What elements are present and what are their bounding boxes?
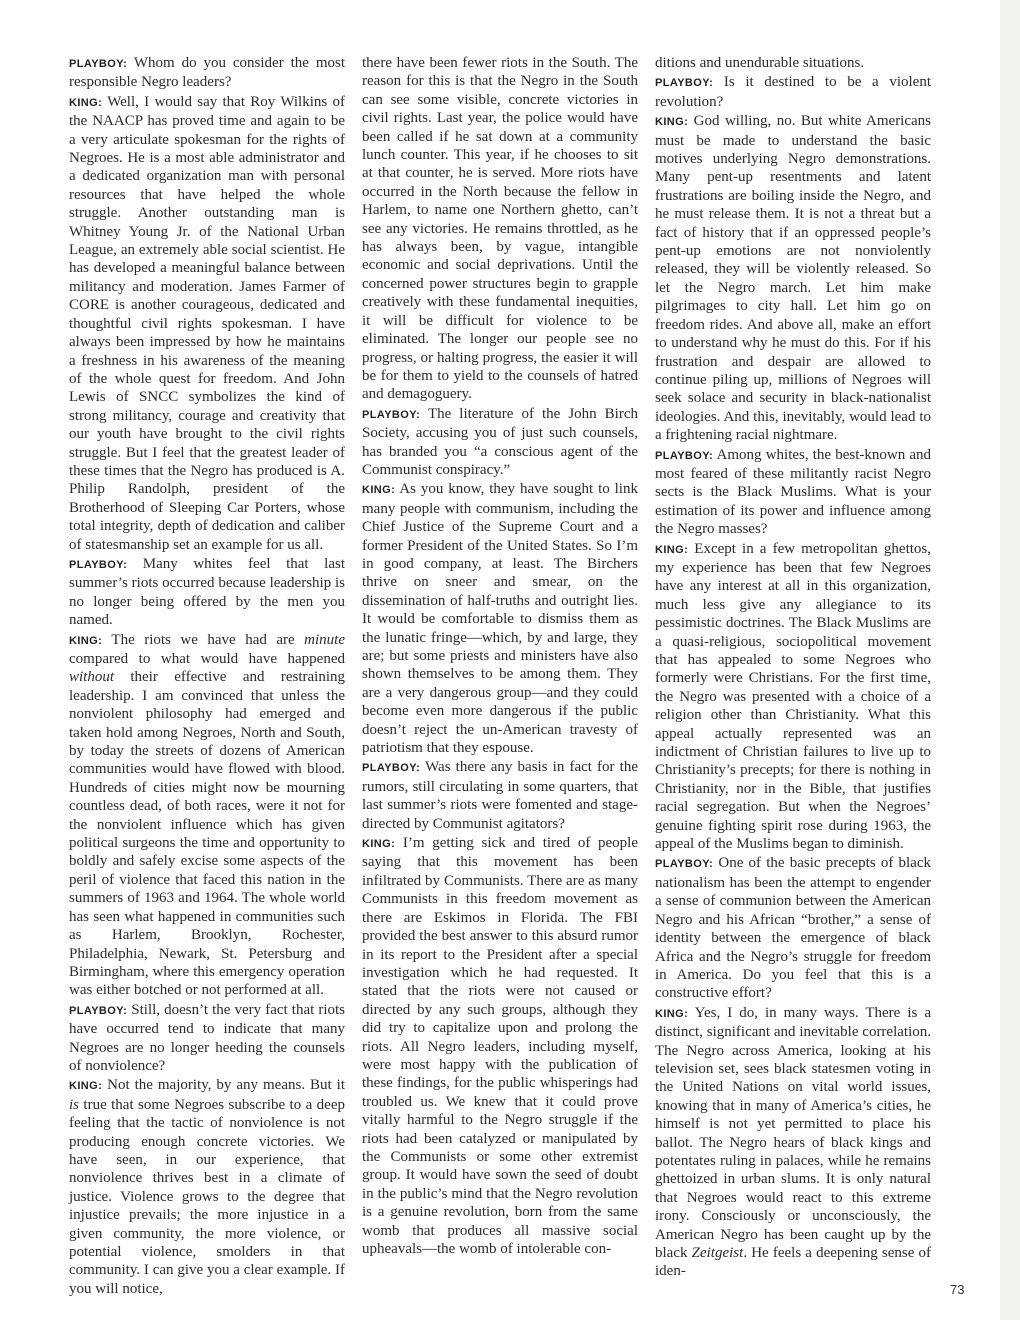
text-column-3 <box>655 54 931 1282</box>
paragraph-text: One of the basic precepts of black nationalism has been the attempt to engender a sense of communion between the American Negro and his African “brother,” a sense of identity between the emergence of black Africa and the Negro’s struggle for freedom in America. Do you feel that this is a constructive effort? <box>655 855 931 1002</box>
paragraph-text: ditions and unendurable situations. <box>655 55 865 71</box>
interview-paragraph <box>69 1001 345 1076</box>
speaker-label: KING: <box>655 543 689 556</box>
paragraph-text: there have been fewer riots in the South. The reason for this is that the Negro in the South can see some visible, concrete victories in civil rights. Last year, the police would have been called if he sat down at a community lunch counter. This year, if he chooses to sit at that counter, he is served. More riots have occurred in the North because the fellow in Harlem, to name one Northern ghetto, can’t see any victories. He remains throttled, as he has always been, by vague, intangible economic and social deprivations. Until the concerned power structures begin to grapple creatively with these fundamental inequities, it will be difficult for violence to be eliminated. The longer our people see no progress, or halting progress, the easier it will be for them to yield to the counsels of hatred and demagoguery. <box>362 55 638 403</box>
paragraph-text: Yes, I do, in many ways. There is a distinct, significant and inevitable correlation. The Negro across America, looking at his television set, sees black statesmen voting in the United Nations on vital world issues, knowing that in many of America’s cities, he himself is not yet permitted to place his ballot. The Negro hears of black kings and potentates ruling in palaces, while he remains ghettoized in urban slums. It is only natural that Negroes would react to this extreme irony. Consciously or unconsciously, the American Negro has been caught up by the black Zeitgeist. He feels a deepening sense of iden- <box>655 1004 932 1280</box>
speaker-label: PLAYBOY: <box>362 762 421 775</box>
text-column-2 <box>362 54 638 1259</box>
speaker-label: KING: <box>69 96 103 109</box>
interview-paragraph <box>69 631 345 1000</box>
interview-paragraph <box>655 854 931 1002</box>
paragraph-text: Many whites feel that last summer’s riots occurred because leadership is no longer being offered by the men you named. <box>69 555 345 629</box>
interview-paragraph <box>655 73 931 111</box>
interview-paragraph <box>362 758 638 833</box>
paragraph-text: Except in a few metropolitan ghettos, my experience has been that few Negroes have any interest at all in this organization, much less give any allegiance to its pessimistic doctrines. The Black Muslims are a quasi-religious, sociopolitical movement that has appealed to some Negroes who formerly were Christians. For the first time, the Negro was presented with a choice of a religion other than Christianity. What this appeal actually represented was an indictment of Christian failures to live up to Christianity’s precepts; for there is nothing in Christianity, nor in the Bible, that justifies racial segregation. But when the Negroes’ genuine fighting spirit rose during 1963, the appeal of the Muslims began to diminish. <box>655 540 931 853</box>
interview-paragraph <box>69 1076 345 1298</box>
paragraph-text: The riots we have had are minute compared to what would have happened without their effective and restraining leadership. I am convinced that unless the nonviolent philosophy had emerged and taken hold among Negroes, North and South, by today the streets of dozens of American communities would have flowed with blood. Hundreds of cities might now be mourning countless dead, of both races, were it not for the nonviolent influence which has given political surgeons the time and opportunity to boldly and safely excise some aspects of the peril of violence that faced this nation in the summers of 1963 and 1964. The whole world has seen what happened in communities such as Harlem, Brooklyn, Rochester, Philadelphia, Newark, St. Petersburg and Birmingham, where this emergency operation was either botched or not performed at all. <box>69 631 345 999</box>
speaker-label: KING: <box>655 116 689 129</box>
interview-paragraph <box>655 112 931 444</box>
speaker-label: PLAYBOY: <box>69 1004 128 1017</box>
interview-paragraph <box>362 834 638 1258</box>
speaker-label: PLAYBOY: <box>362 408 421 421</box>
speaker-label: PLAYBOY: <box>655 449 714 462</box>
paragraph-text: As you know, they have sought to link many people with communism, including the Chief Justice of the Supreme Court and a former President of the United States. So I’m in good company, at least. The Birchers thrive on sneer and smear, on the dissemination of half-truths and outright lies. It would be comfortable to dismiss them as the lunatic fringe—which, by and large, they are; but some priests and ministers have also shown themselves to be among them. They are a very dangerous group—and they could become even more dangerous if the public doesn’t reject the un-American travesty of patriotism that they espouse. <box>362 481 638 757</box>
interview-paragraph <box>362 54 638 404</box>
interview-paragraph <box>362 405 638 480</box>
speaker-label: PLAYBOY: <box>69 558 128 571</box>
speaker-label: KING: <box>362 484 396 497</box>
text-column-1 <box>69 54 345 1299</box>
paragraph-text: Is it destined to be a violent revolution? <box>655 74 931 110</box>
interview-paragraph <box>655 1004 931 1281</box>
paragraph-text: Well, I would say that Roy Wilkins of the NAACP has proved time and again to be a very articulate spokesman for the rights of Negroes. He is a most able administrator and a dedicated organization man with personal resources that have helped the whole struggle. Another outstanding man is Whitney Young Jr. of the National Urban League, an extremely able social scientist. He has developed a meaningful balance between militancy and moderation. James Farmer of CORE is another courageous, dedicated and thoughtful civil rights spokesman. I have always been impressed by how he maintains a freshness in his awareness of the meaning of the whole quest for freedom. And John Lewis of SNCC symbolizes the kind of strong militancy, courage and creativity that our youth have brought to the civil rights struggle. But I feel that the greatest leader of these times that the Negro has produced is A. Philip Randolph, president of the Brotherhood of Sleeping Car Porters, whose total integrity, depth of dedication and caliber of statesmanship set an example for us all. <box>69 93 345 553</box>
speaker-label: KING: <box>362 838 396 851</box>
interview-paragraph <box>655 446 931 539</box>
speaker-label: PLAYBOY: <box>655 77 714 90</box>
interview-paragraph <box>655 54 931 72</box>
paragraph-text: God willing, no. But white Americans must be made to understand the basic motives underlying Negro demonstrations. Many pent-up resentments and latent frustrations are boiling inside the Negro, and he must release them. It is not a threat but a fact of history that if an oppressed people’s pent-up emotions are not nonviolently released, they will be violently released. So let the Negro march. Let him make pilgrimages to city hall. Let him go on freedom rides. And above all, make an effort to understand why he must do this. For if his frustration and despair are allowed to continue piling up, millions of Negroes will seek solace and security in black-nationalist ideologies. And this, inevitably, would lead to a frightening racial nightmare. <box>655 113 932 444</box>
speaker-label: KING: <box>69 1080 103 1093</box>
interview-paragraph <box>69 93 345 554</box>
paragraph-text: Whom do you consider the most responsible Negro leaders? <box>69 55 346 91</box>
interview-paragraph <box>69 555 345 630</box>
paragraph-text: Not the majority, by any means. But it is true that some Negroes subscribe to a deep feeling that the tactic of nonviolence is not producing enough concrete victories. We have seen, in our experience, that nonviolence thrives best in a climate of justice. Violence grows to the degree that injustice prevails; the more injustice in a given community, the more violence, or potential violence, smolders in that community. I can give you a clear example. If you will notice, <box>69 1077 345 1297</box>
interview-paragraph <box>362 480 638 757</box>
paragraph-text: I’m getting sick and tired of people saying that this movement has been infiltrated by Communists. There are as many Communists in this freedom movement as there are Eskimos in Florida. The FBI provided the best answer to this absurd rumor in its report to the President after a special investigation which he had requested. It stated that the riots were not caused or directed by any such groups, although they did try to capitalize upon and prolong the riots. All Negro leaders, including myself, were most happy with the publication of these findings, for the public whisperings had troubled us. We knew that it could prove vitally harmful to the Negro struggle if the riots had been catalyzed or manipulated by the Communists or some other extremist group. It would have sown the seed of doubt in the public’s mind that the Negro revolution is a genuine revolution, born from the same womb that produces all massive social upheavals—the womb of intolerable con- <box>362 835 639 1257</box>
speaker-label: KING: <box>69 634 103 647</box>
paragraph-text: Still, doesn’t the very fact that riots have occurred tend to indicate that many Negroes are no longer heeding the counsels of nonviolence? <box>69 1001 346 1074</box>
paragraph-text: Was there any basis in fact for the rumors, still circulating in some quarters, that last summer’s riots were fomented and stage-directed by Communist agitators? <box>362 759 638 832</box>
paragraph-text: Among whites, the best-known and most feared of these militantly racist Negro sects is the Black Muslims. What is your estimation of its power and influence among the Negro masses? <box>655 446 931 538</box>
paragraph-text: The literature of the John Birch Society, accusing you of just such counsels, has branded you “a conscious agent of the Communist conspiracy.” <box>362 405 638 478</box>
speaker-label: KING: <box>655 1007 689 1020</box>
page-number: 73 <box>950 1282 965 1297</box>
speaker-label: PLAYBOY: <box>655 858 714 871</box>
speaker-label: PLAYBOY: <box>69 58 128 70</box>
interview-paragraph <box>655 540 931 854</box>
interview-paragraph <box>69 54 345 92</box>
